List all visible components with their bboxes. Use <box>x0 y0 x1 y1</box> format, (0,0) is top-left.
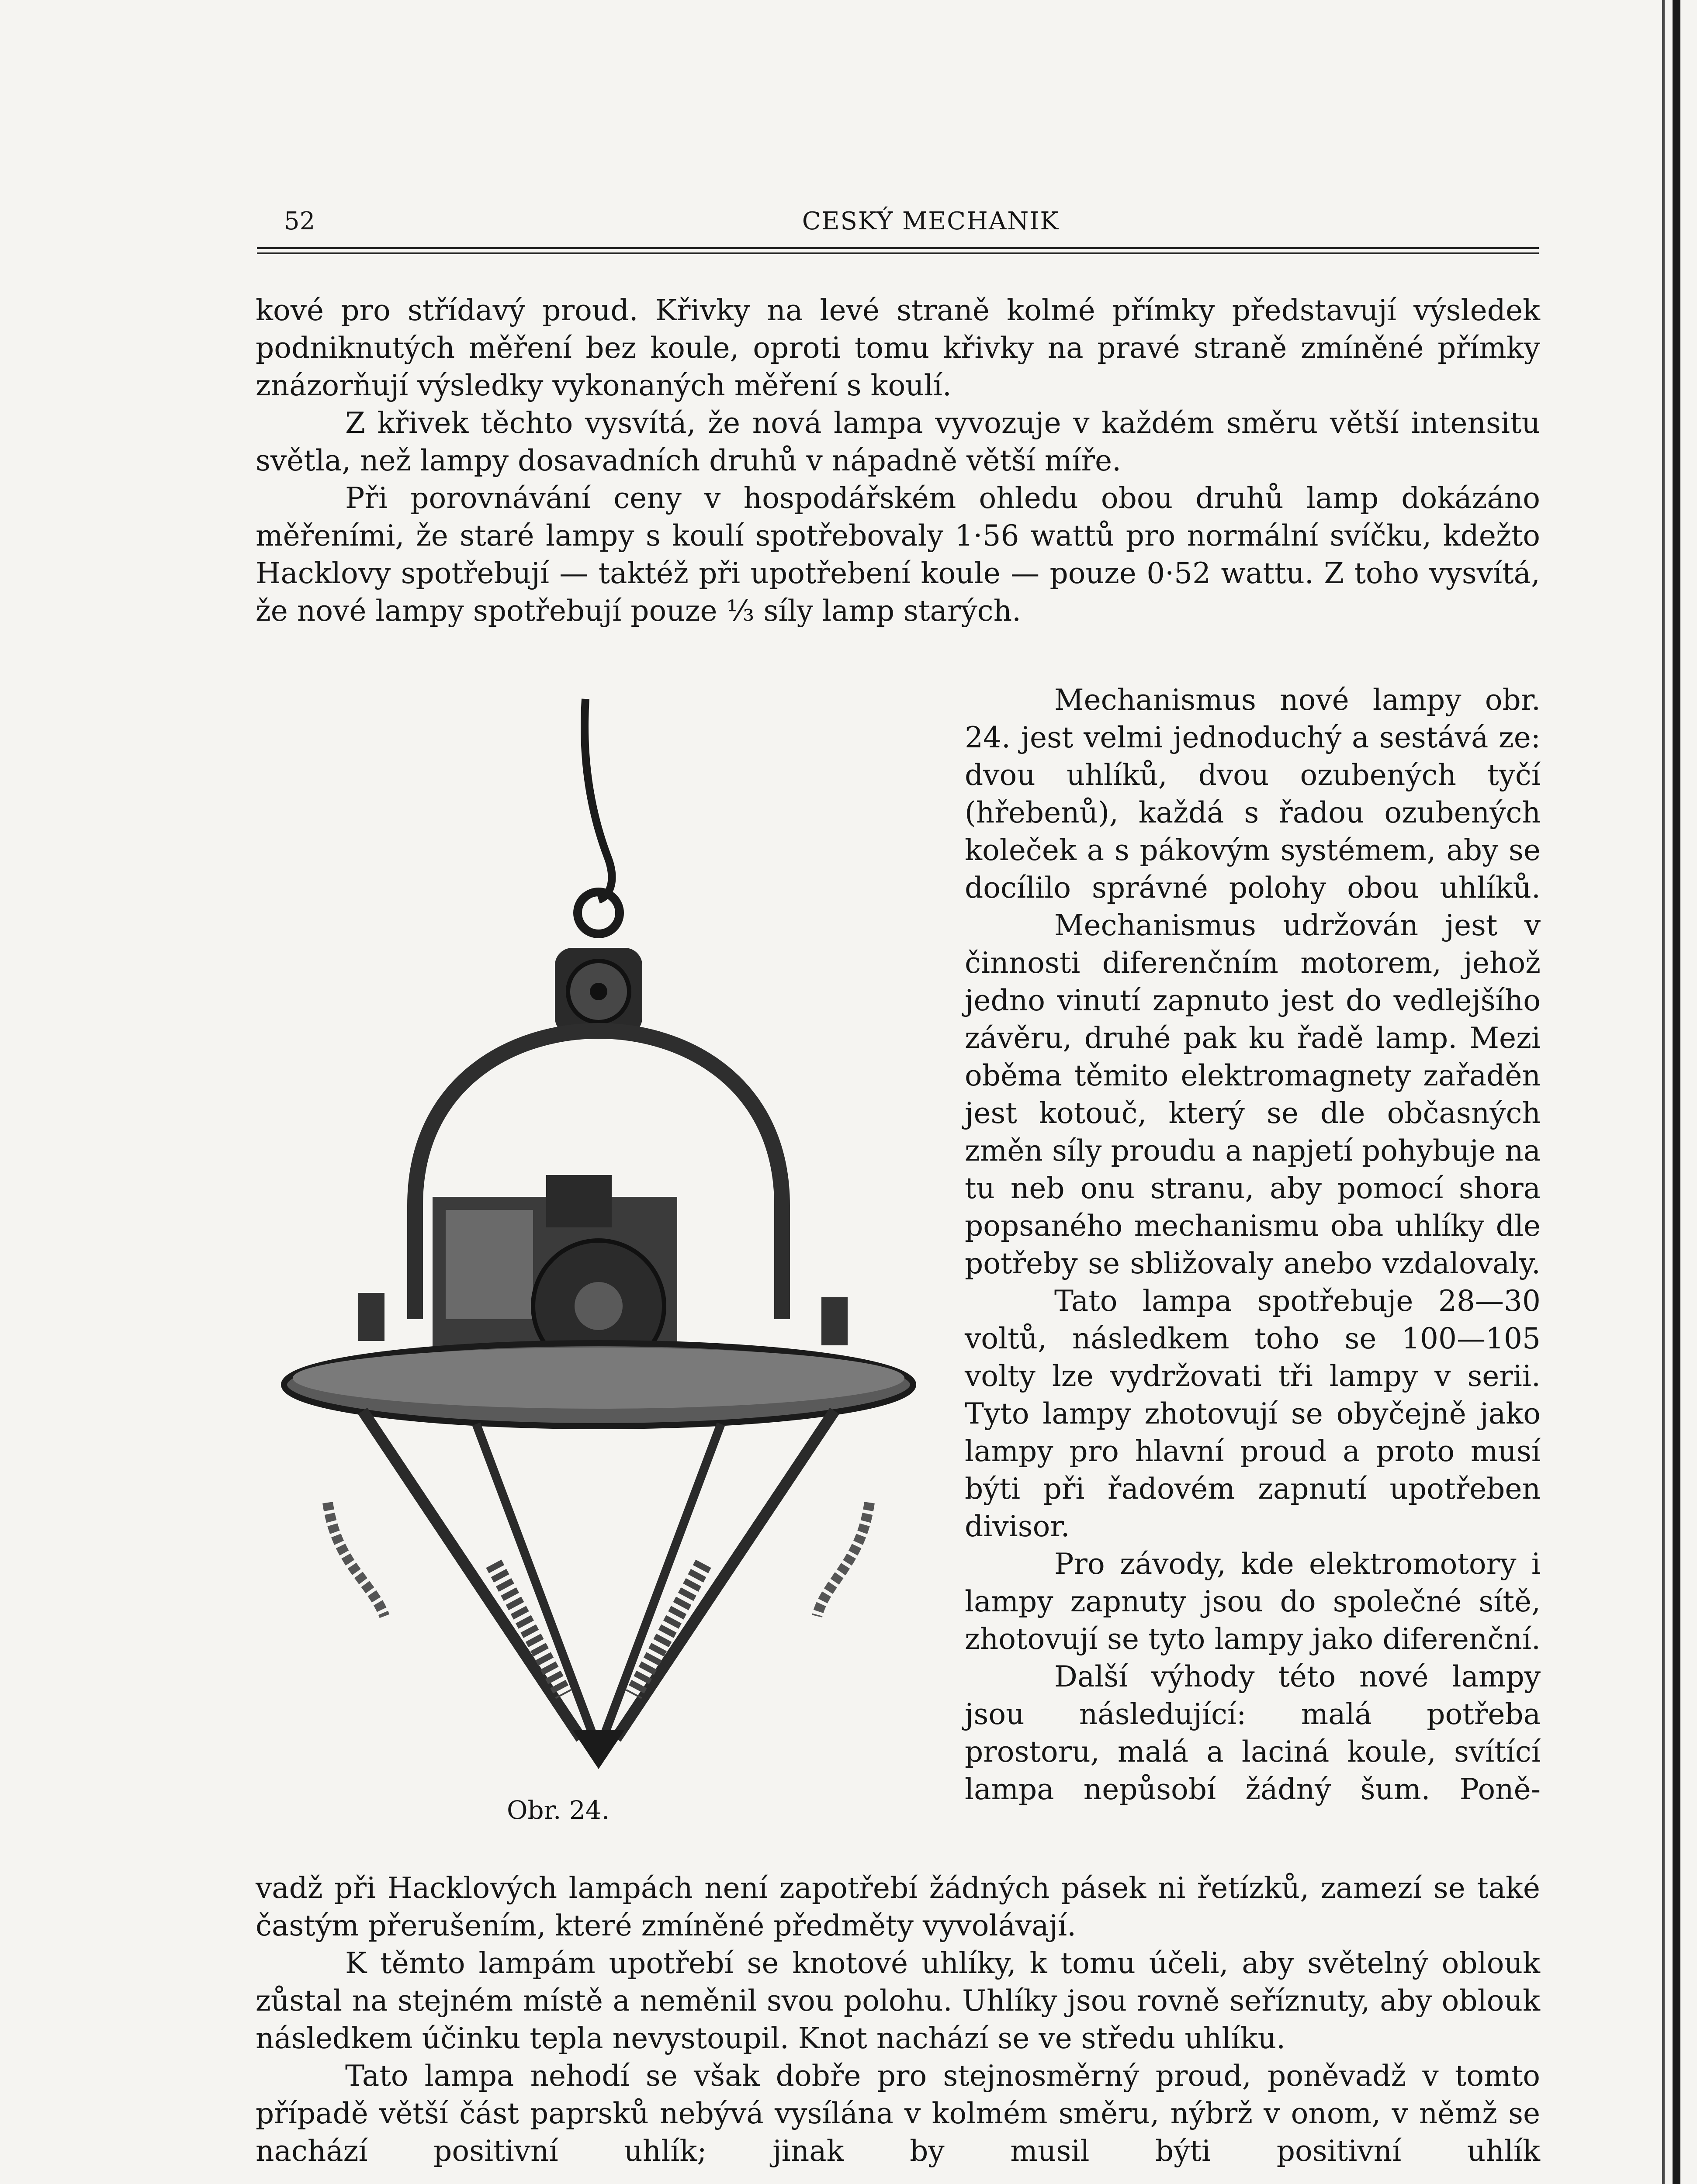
paragraph: Mechanismus nové lampy obr. 24. jest velmi jednoduchý a sestává ze: dvou uhlíků, dvou ozubených tyčí (hřebenů), každá s řadou ozubených koleček a s pákovým systémem, aby se docílilo správné polohy obou uhlíků. <box>965 683 1541 905</box>
paragraph: Při porovnávání ceny v hospodářském ohledu obou druhů lamp dokázáno měřeními, že staré lampy s koulí spotřebovaly 1·56 wattů pro normální svíčku, kdežto Hacklovy spotřebují — taktéž při upotřebení koule — pouze 0·52 wattu. Z toho vysvítá, že nové lampy spotřebují pouze ⅓ síly lamp starých. <box>256 481 1540 628</box>
paragraph: Další výhody této nové lampy jsou následující: malá potřeba prostoru, malá a laciná koule, svítící lampa nepůsobí žádný šum. Poně- <box>965 1660 1541 1806</box>
paragraph: Tato lampa spotřebuje 28—30 voltů, následkem toho se 100—105 volty lze vydržovati tři lampy v serii. Tyto lampy zhotovují se obyčejně jako lampy pro hlavní proud a proto musí býti při řadovém zapnutí upotřeben divisor. <box>965 1284 1541 1543</box>
header-rule-bottom <box>257 252 1539 254</box>
arc-lamp-mechanism-illustration <box>249 690 957 1808</box>
page-edge-line <box>1662 0 1665 2184</box>
right-column-text <box>965 681 1541 1808</box>
paragraph: K těmto lampám upotřebí se knotové uhlíky, k tomu účeli, aby světelný oblouk zůstal na stejném místě a neměnil svou polohu. Uhlíky jsou rovně seříznuty, aby oblouk následkem účinku tepla nevystoupil. Knot nachází se ve středu uhlíku. <box>256 1946 1540 2055</box>
paragraph: vadž při Hacklových lampách není zapotřebí žádných pásek ni řetízků, zamezí se také častým přerušením, které zmíněné předměty vyvolávají. <box>256 1871 1540 1942</box>
header-rule-top <box>257 247 1539 249</box>
top-text-block <box>256 292 1540 630</box>
figure-caption: Obr. 24. <box>507 1795 610 1825</box>
paragraph: Z křivek těchto vysvítá, že nová lampa vyvozuje v každém směru větší intensitu světla, než lampy dosavadních druhů v nápadně větší míře. <box>256 406 1540 477</box>
paragraph: Pro závody, kde elektromotory i lampy zapnuty jsou do společné sítě, zhotovují se tyto lampy jako diferenční. <box>965 1547 1541 1656</box>
paragraph: kové pro střídavý proud. Křivky na levé straně kolmé přímky představují výsledek podniknutých měření bez koule, oproti tomu křivky na pravé straně zmíněné přímky znázorňují výsledky vykonaných měření s koulí. <box>256 294 1540 402</box>
running-header: CESKÝ MECHANIK <box>802 207 1060 235</box>
bottom-text-block <box>256 1870 1540 2170</box>
paragraph: Mechanismus udržován jest v činnosti diferenčním motorem, jehož jedno vinutí zapnuto jest do vedlejšího závěru, druhé pak ku řadě lamp. Mezi oběma těmito elektromagnety zařaděn jest kotouč, který se dle občasných změn síly proudu a napjetí pohybuje na tu neb onu stranu, aby pomocí shora popsaného mechanismu oba uhlíky dle potřeby se sbližovaly anebo vzdalovaly. <box>965 909 1541 1280</box>
paragraph: Tato lampa nehodí se však dobře pro stejnosměrný proud, poněvadž v tomto případě větší část paprsků nebývá vysílána v kolmém směru, nýbrž v onom, v němž se nachází positivní uhlík; jinak by musil býti positivní uhlík <box>256 2059 1540 2168</box>
page-number: 52 <box>284 207 315 235</box>
page-edge-shadow <box>1673 0 1680 2184</box>
